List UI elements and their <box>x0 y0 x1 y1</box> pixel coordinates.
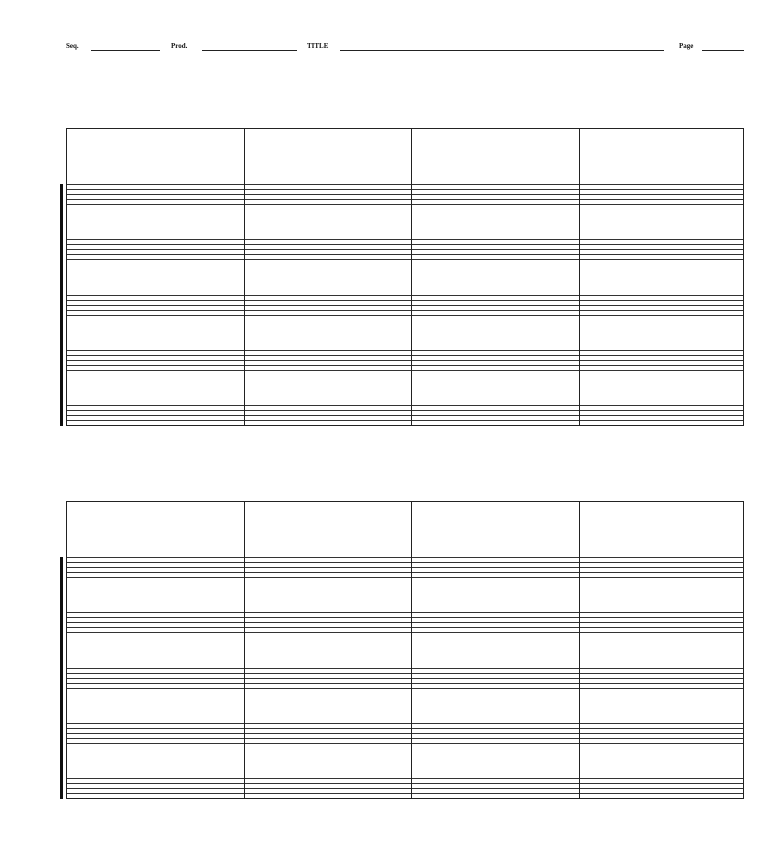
sheet-header <box>0 41 773 55</box>
seq-label: Seq. <box>66 42 79 50</box>
prod-label: Prod. <box>171 42 188 50</box>
title-field[interactable] <box>340 50 664 51</box>
title-label: TITLE <box>307 42 329 50</box>
staff-system-2 <box>66 501 744 799</box>
staff-system-1 <box>66 128 744 426</box>
system-bracket <box>60 184 63 426</box>
seq-field[interactable] <box>91 50 160 51</box>
system-frame <box>66 128 744 426</box>
page-label: Page <box>679 42 694 50</box>
prod-field[interactable] <box>202 50 297 51</box>
system-bracket <box>60 557 63 799</box>
page-field[interactable] <box>702 50 744 51</box>
system-frame <box>66 501 744 799</box>
